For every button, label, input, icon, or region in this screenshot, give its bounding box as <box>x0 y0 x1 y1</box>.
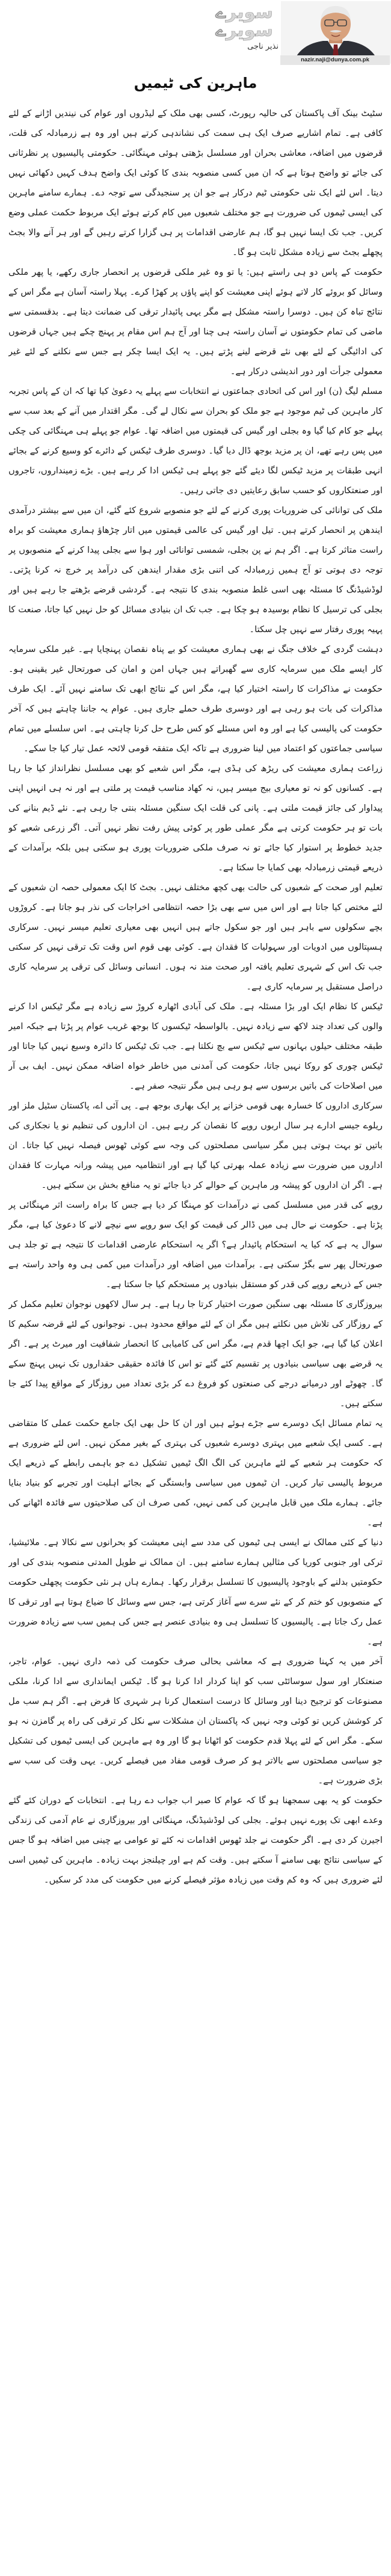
article-paragraph: مسلم لیگ (ن) اور اس کی اتحادی جماعتوں نے انتخابات سے پہلے یہ دعویٰ کیا تھا کہ ان کے پاس تجربہ کار ماہرین کی ٹیم موجود ہے جو ملک کو بحران سے نکال لے گی۔ مگر اقتدار میں آنے کے بعد سب سے پہلے جو کام کیا گیا وہ بجلی اور گیس کی قیمتوں میں اضافہ تھا۔ عوام جو پہلے ہی مہنگائی کی چکی میں پس رہے تھے، ان پر مزید بوجھ ڈال دیا گیا۔ دوسری طرف ٹیکس کے دائرے کو وسیع کرنے کے بجائے انہی طبقات پر مزید ٹیکس لگا دیئے گئے جو پہلے ہی ٹیکس ادا کر رہے ہیں۔ بڑے زمینداروں، تاجروں اور صنعتکاروں کو حسب سابق رعایتیں دی جاتی رہیں۔ <box>8 386 383 496</box>
author-email: nazir.naji@dunya.com.pk <box>280 55 390 65</box>
article-body <box>8 103 383 2566</box>
column-logo-title-line-1: سویرے <box>215 2 273 23</box>
article-paragraph: سرکاری اداروں کا خسارہ بھی قومی خزانے پر ایک بھاری بوجھ ہے۔ پی آئی اے، پاکستان سٹیل ملز اور ریلوے جیسے ادارے ہر سال اربوں روپے کا نقصان کر رہے ہیں۔ ان اداروں کی تنظیم نو یا نجکاری کی باتیں تو بہت ہوتی ہیں مگر سیاسی مصلحتوں کی وجہ سے کوئی ٹھوس فیصلہ نہیں کیا جاتا۔ ان اداروں میں ضرورت سے زیادہ عملہ بھرتی کیا گیا ہے اور انتظامیہ میں پیشہ ورانہ مہارت کا فقدان ہے۔ اگر ان اداروں کو پیشہ ور ماہرین کے حوالے کر دیا جائے تو یہ منافع بخش بن سکتے ہیں۔ <box>8 1101 383 1190</box>
article-paragraph: حکومت کے پاس دو ہی راستے ہیں: یا تو وہ غیر ملکی قرضوں پر انحصار جاری رکھے، یا پھر ملکی وسائل کو بروئے کار لاتے ہوئے اپنی معیشت کو اپنے پاؤں پر کھڑا کرے۔ پہلا راستہ آسان ہے مگر اس کے نتائج تباہ کن ہیں۔ دوسرا راستہ مشکل ہے مگر یہی پائیدار ترقی کی ضمانت دیتا ہے۔ بدقسمتی سے ماضی کی تمام حکومتوں نے آسان راستہ ہی چنا اور آج ہم اس مقام پر پہنچ چکے ہیں جہاں قرضوں کی ادائیگی کے لئے بھی نئے قرضے لینے پڑتے ہیں۔ یہ ایک ایسا چکر ہے جس سے نکلنے کے لئے غیر معمولی جرأت اور دور اندیشی درکار ہے۔ <box>8 267 383 377</box>
article-paragraph: سٹیٹ بینک آف پاکستان کی حالیہ رپورٹ، کسی بھی ملک کے لیڈروں اور عوام کی نیندیں اڑانے کے لئے کافی ہے۔ تمام اشاریے صرف ایک ہی سمت کی نشاندہی کرتے ہیں اور وہ ہے زرمبادلہ کی قلت، قرضوں میں اضافہ، معاشی بحران اور مسلسل بڑھتی ہوئی مہنگائی۔ حکومتی پالیسیوں پر نظرثانی کی جائے تو واضح ہوتا ہے کہ ان میں کسی منصوبہ بندی کا کوئی ایک واضح ہدف کہیں دکھائی نہیں دیتا۔ اس لئے ایک نئی حکومتی ٹیم درکار ہے جو ان پر سنجیدگی سے توجہ دے۔ ہمارے سامنے ماہرین کی ایسی ٹیموں کی ضرورت ہے جو مختلف شعبوں میں کام کرتے ہوئے ایک مربوط حکمت عملی وضع کریں۔ جب تک ایسا نہیں ہو گا، ہم عارضی اقدامات پر ہی گزارا کرتے رہیں گے اور ہر آنے والا بجٹ پچھلے بجٹ سے زیادہ مشکل ثابت ہو گا۔ <box>8 108 383 257</box>
article-paragraph: یہ تمام مسائل ایک دوسرے سے جڑے ہوئے ہیں اور ان کا حل بھی ایک جامع حکمت عملی کا متقاضی ہے۔ کسی ایک شعبے میں بہتری دوسرے شعبوں کی بہتری کے بغیر ممکن نہیں۔ اس لئے ضروری ہے کہ حکومت ہر شعبے کے لئے ماہرین کی الگ الگ ٹیمیں تشکیل دے جو باہمی رابطے کے ذریعے ایک مربوط پالیسی تیار کریں۔ ان ٹیموں میں سیاسی وابستگی کے بجائے اہلیت اور تجربے کو بنیاد بنایا جائے۔ ہمارے ملک میں قابل ماہرین کی کمی نہیں، کمی صرف ان کی صلاحیتوں سے فائدہ اٹھانے کی ہے۔ <box>8 1418 383 1528</box>
article-paragraph: تعلیم اور صحت کے شعبوں کی حالت بھی کچھ مختلف نہیں۔ بجٹ کا ایک معمولی حصہ ان شعبوں کے لئے مختص کیا جاتا ہے اور اس میں سے بھی بڑا حصہ انتظامی اخراجات کی نذر ہو جاتا ہے۔ کروڑوں بچے سکولوں سے باہر ہیں اور جو سکول جاتے ہیں انہیں بھی معیاری تعلیم میسر نہیں۔ سرکاری ہسپتالوں میں ادویات اور سہولیات کا فقدان ہے۔ کوئی بھی قوم اس وقت تک ترقی نہیں کر سکتی جب تک اس کے شہری تعلیم یافتہ اور صحت مند نہ ہوں۔ انسانی وسائل کی ترقی پر سرمایہ کاری دراصل مستقبل پر سرمایہ کاری ہے۔ <box>8 882 383 992</box>
article-paragraph: ٹیکس کا نظام ایک اور بڑا مسئلہ ہے۔ ملک کی آبادی اٹھارہ کروڑ سے زیادہ ہے مگر ٹیکس ادا کرنے والوں کی تعداد چند لاکھ سے زیادہ نہیں۔ بالواسطہ ٹیکسوں کا بوجھ غریب عوام پر پڑتا ہے جبکہ امیر طبقہ مختلف حیلوں بہانوں سے ٹیکس سے بچ نکلتا ہے۔ جب تک ٹیکس کا دائرہ وسیع نہیں کیا جاتا اور ٹیکس چوری کو روکا نہیں جاتا، حکومت کی آمدنی میں خاطر خواہ اضافہ ممکن نہیں۔ ایف بی آر میں اصلاحات کی باتیں برسوں سے ہو رہی ہیں مگر نتیجہ صفر ہے۔ <box>8 1001 383 1091</box>
author-photo <box>281 1 391 64</box>
article-paragraph: آخر میں یہ کہنا ضروری ہے کہ معاشی بحالی صرف حکومت کی ذمہ داری نہیں۔ عوام، تاجر، صنعتکار اور سول سوسائٹی سب کو اپنا کردار ادا کرنا ہو گا۔ ٹیکس ایمانداری سے ادا کرنا، ملکی مصنوعات کو ترجیح دینا اور وسائل کا درست استعمال کرنا ہر شہری کا فرض ہے۔ اگر ہم سب مل کر کوشش کریں تو کوئی وجہ نہیں کہ پاکستان ان مشکلات سے نکل کر ترقی کی راہ پر گامزن نہ ہو سکے۔ مگر اس کے لئے پہلا قدم حکومت کو اٹھانا ہو گا اور وہ ہے ماہرین کی ایسی ٹیموں کی تشکیل جو سیاسی مصلحتوں سے بالاتر ہو کر صرف قومی مفاد میں فیصلے کریں۔ یہی وقت کی سب سے بڑی ضرورت ہے۔ <box>8 1656 383 1786</box>
article-paragraph: بیروزگاری کا مسئلہ بھی سنگین صورت اختیار کرتا جا رہا ہے۔ ہر سال لاکھوں نوجوان تعلیم مکمل کر کے روزگار کی تلاش میں نکلتے ہیں مگر ان کے لئے مواقع محدود ہیں۔ نوجوانوں کے لئے قرضہ سکیم کا اعلان کیا گیا ہے، جو ایک اچھا قدم ہے، مگر اس کی کامیابی کا انحصار شفافیت اور میرٹ پر ہے۔ اگر یہ قرضے بھی سیاسی بنیادوں پر تقسیم کئے گئے تو اس کا فائدہ حقیقی حقداروں تک نہیں پہنچ سکے گا۔ چھوٹے اور درمیانے درجے کی صنعتوں کو فروغ دے کر بڑی تعداد میں روزگار کے مواقع پیدا کئے جا سکتے ہیں۔ <box>8 1299 383 1409</box>
author-name: نذیر ناجی <box>247 42 279 51</box>
article-paragraph: ملک کی توانائی کی ضروریات پوری کرنے کے لئے جو منصوبے شروع کئے گئے، ان میں سے بیشتر درآمدی ایندھن پر انحصار کرتے ہیں۔ تیل اور گیس کی عالمی قیمتوں میں اتار چڑھاؤ ہماری معیشت کو براہ راست متاثر کرتا ہے۔ اگر ہم نے پن بجلی، شمسی توانائی اور ہوا سے بجلی پیدا کرنے کے منصوبوں پر توجہ دی ہوتی تو آج ہمیں زرمبادلہ کی اتنی بڑی مقدار ایندھن کی درآمد پر خرچ نہ کرنا پڑتی۔ لوڈشیڈنگ کا مسئلہ بھی اسی غلط منصوبہ بندی کا نتیجہ ہے۔ گردشی قرضے بڑھتے جا رہے ہیں اور بجلی کی ترسیل کا نظام بوسیدہ ہو چکا ہے۔ جب تک ان بنیادی مسائل کو حل نہیں کیا جاتا، صنعت کا پہیہ پوری رفتار سے نہیں چل سکتا۔ <box>8 505 383 635</box>
column-logo-title-line-2: سویرے <box>215 20 273 41</box>
article-paragraph: دنیا کے کئی ممالک نے ایسی ہی ٹیموں کی مدد سے اپنی معیشت کو بحرانوں سے نکالا ہے۔ ملائیشیا، ترکی اور جنوبی کوریا کی مثالیں ہمارے سامنے ہیں۔ ان ممالک نے طویل المدتی منصوبہ بندی کی اور حکومتیں بدلنے کے باوجود پالیسیوں کا تسلسل برقرار رکھا۔ ہمارے ہاں ہر نئی حکومت پچھلی حکومت کے منصوبوں کو ختم کر کے نئے سرے سے آغاز کرتی ہے، جس سے وسائل کا ضیاع ہوتا ہے اور ترقی کا عمل رک جاتا ہے۔ پالیسیوں کا تسلسل ہی وہ بنیادی عنصر ہے جس کی ہمیں سب سے زیادہ ضرورت ہے۔ <box>8 1537 383 1647</box>
column-headline: ماہرین کی ٹیمیں <box>134 75 257 91</box>
article-paragraph: روپے کی قدر میں مسلسل کمی نے درآمدات کو مہنگا کر دیا ہے جس کا براہ راست اثر مہنگائی پر پڑتا ہے۔ حکومت نے حال ہی میں ڈالر کی قیمت کو ایک سو روپے سے نیچے لانے کا دعویٰ کیا ہے، مگر سوال یہ ہے کہ کیا یہ استحکام پائیدار ہے؟ اگر یہ استحکام عارضی اقدامات کا نتیجہ ہے تو جلد ہی صورتحال پھر سے بگڑ سکتی ہے۔ برآمدات میں اضافہ اور درآمدات میں کمی ہی وہ واحد راستہ ہے جس کے ذریعے روپے کی قدر کو مستقل بنیادوں پر مستحکم کیا جا سکتا ہے۔ <box>8 1200 383 1290</box>
article-paragraph: زراعت ہماری معیشت کی ریڑھ کی ہڈی ہے، مگر اس شعبے کو بھی مسلسل نظرانداز کیا جا رہا ہے۔ کسانوں کو نہ تو معیاری بیج میسر ہیں، نہ کھاد مناسب قیمت پر ملتی ہے اور نہ ہی انہیں اپنی پیداوار کی جائز قیمت ملتی ہے۔ پانی کی قلت ایک سنگین مسئلہ بنتی جا رہی ہے۔ نئے ڈیم بنانے کی بات تو ہر حکومت کرتی ہے مگر عملی طور پر کوئی پیش رفت نظر نہیں آتی۔ اگر زرعی شعبے کو جدید خطوط پر استوار کیا جائے تو نہ صرف ملکی ضروریات پوری ہو سکتی ہیں بلکہ برآمدات کے ذریعے قیمتی زرمبادلہ بھی کمایا جا سکتا ہے۔ <box>8 763 383 873</box>
column-header <box>0 0 391 66</box>
article-paragraph: حکومت کو یہ بھی سمجھنا ہو گا کہ عوام کا صبر اب جواب دے رہا ہے۔ انتخابات کے دوران کئے گئے وعدے ابھی تک پورے نہیں ہوئے۔ بجلی کی لوڈشیڈنگ، مہنگائی اور بیروزگاری نے عام آدمی کی زندگی اجیرن کر دی ہے۔ اگر حکومت نے جلد ٹھوس اقدامات نہ کئے تو عوامی بے چینی میں اضافہ ہو گا جس کے سیاسی نتائج بھی سامنے آ سکتے ہیں۔ وقت کم ہے اور چیلنجز بہت زیادہ۔ ماہرین کی ٹیمیں اسی لئے ضروری ہیں کہ وہ کم وقت میں زیادہ مؤثر فیصلے کرنے میں حکومت کی مدد کر سکیں۔ <box>8 1795 383 1885</box>
article-paragraph: دہشت گردی کے خلاف جنگ نے بھی ہماری معیشت کو بے پناہ نقصان پہنچایا ہے۔ غیر ملکی سرمایہ کار ایسے ملک میں سرمایہ کاری سے گھبراتے ہیں جہاں امن و امان کی صورتحال غیر یقینی ہو۔ حکومت نے مذاکرات کا راستہ اختیار کیا ہے، مگر اس کے نتائج ابھی تک سامنے نہیں آئے۔ ایک طرف مذاکرات کی بات ہو رہی ہے اور دوسری طرف حملے جاری ہیں۔ عوام یہ جاننا چاہتے ہیں کہ آخر حکومت کی پالیسی کیا ہے اور وہ اس مسئلے کو کس طرح حل کرنا چاہتی ہے۔ اس سلسلے میں تمام سیاسی جماعتوں کو اعتماد میں لینا ضروری ہے تاکہ ایک متفقہ قومی لائحہ عمل تیار کیا جا سکے۔ <box>8 644 383 754</box>
column-logo-title <box>208 4 281 40</box>
